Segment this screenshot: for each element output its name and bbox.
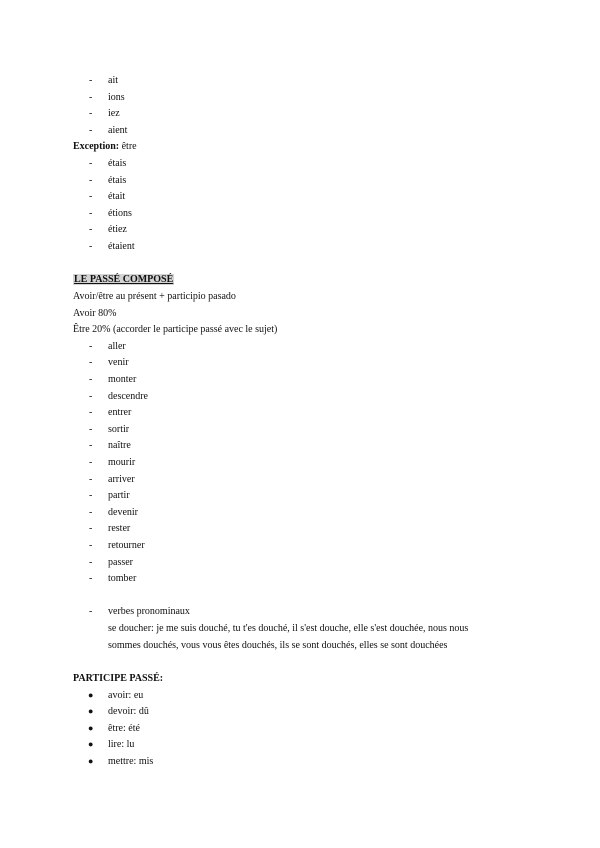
pronominal-example: se doucher: je me suis douché, tu t'es douché, il s'est douche, elle s'est douchée, nous nous xyxy=(108,623,469,634)
rule-line: Être 20% (accorder le participe passé avec le sujet) xyxy=(73,324,278,335)
pronominal-example: sommes douchés, vous vous êtes douchés, ils se sont douchés, elles se sont douchées xyxy=(108,640,448,651)
rule-line: Avoir/être au présent + participio pasado xyxy=(73,291,236,302)
rule-line: Avoir 80% xyxy=(73,308,117,319)
exception-line: Exception: être xyxy=(73,141,137,152)
section-heading-participe-passe: PARTICIPE PASSÉ: xyxy=(73,673,164,684)
section-heading-passe-compose: LE PASSÉ COMPOSÉ xyxy=(74,274,174,285)
document-page: - ait - ions - iez - aient Exception: être - étais - étais - était - étions - étiez - étaient LE PASSÉ COMPOSÉ Avoir/être au présent + participio pasado Avoir 80% Être 20% (accorder le participe passé avec le sujet) - aller - venir - monter - descendre - entrer - sortir - naître - mourir - arriver - partir - devenir - rester - retourner - passer - tomber - verbes pronominaux se doucher: je me suis douché, tu t'es douché, il s'est douche, elle s'est douchée, nous nous sommes douchés, vous vous êtes douchés, ils se sont douchés, elles se sont douchées PARTICIPE PASSÉ: ● avoir: eu ● devoir: dû ● être: été ● lire: lu ● mettre: mis xyxy=(73,75,469,767)
